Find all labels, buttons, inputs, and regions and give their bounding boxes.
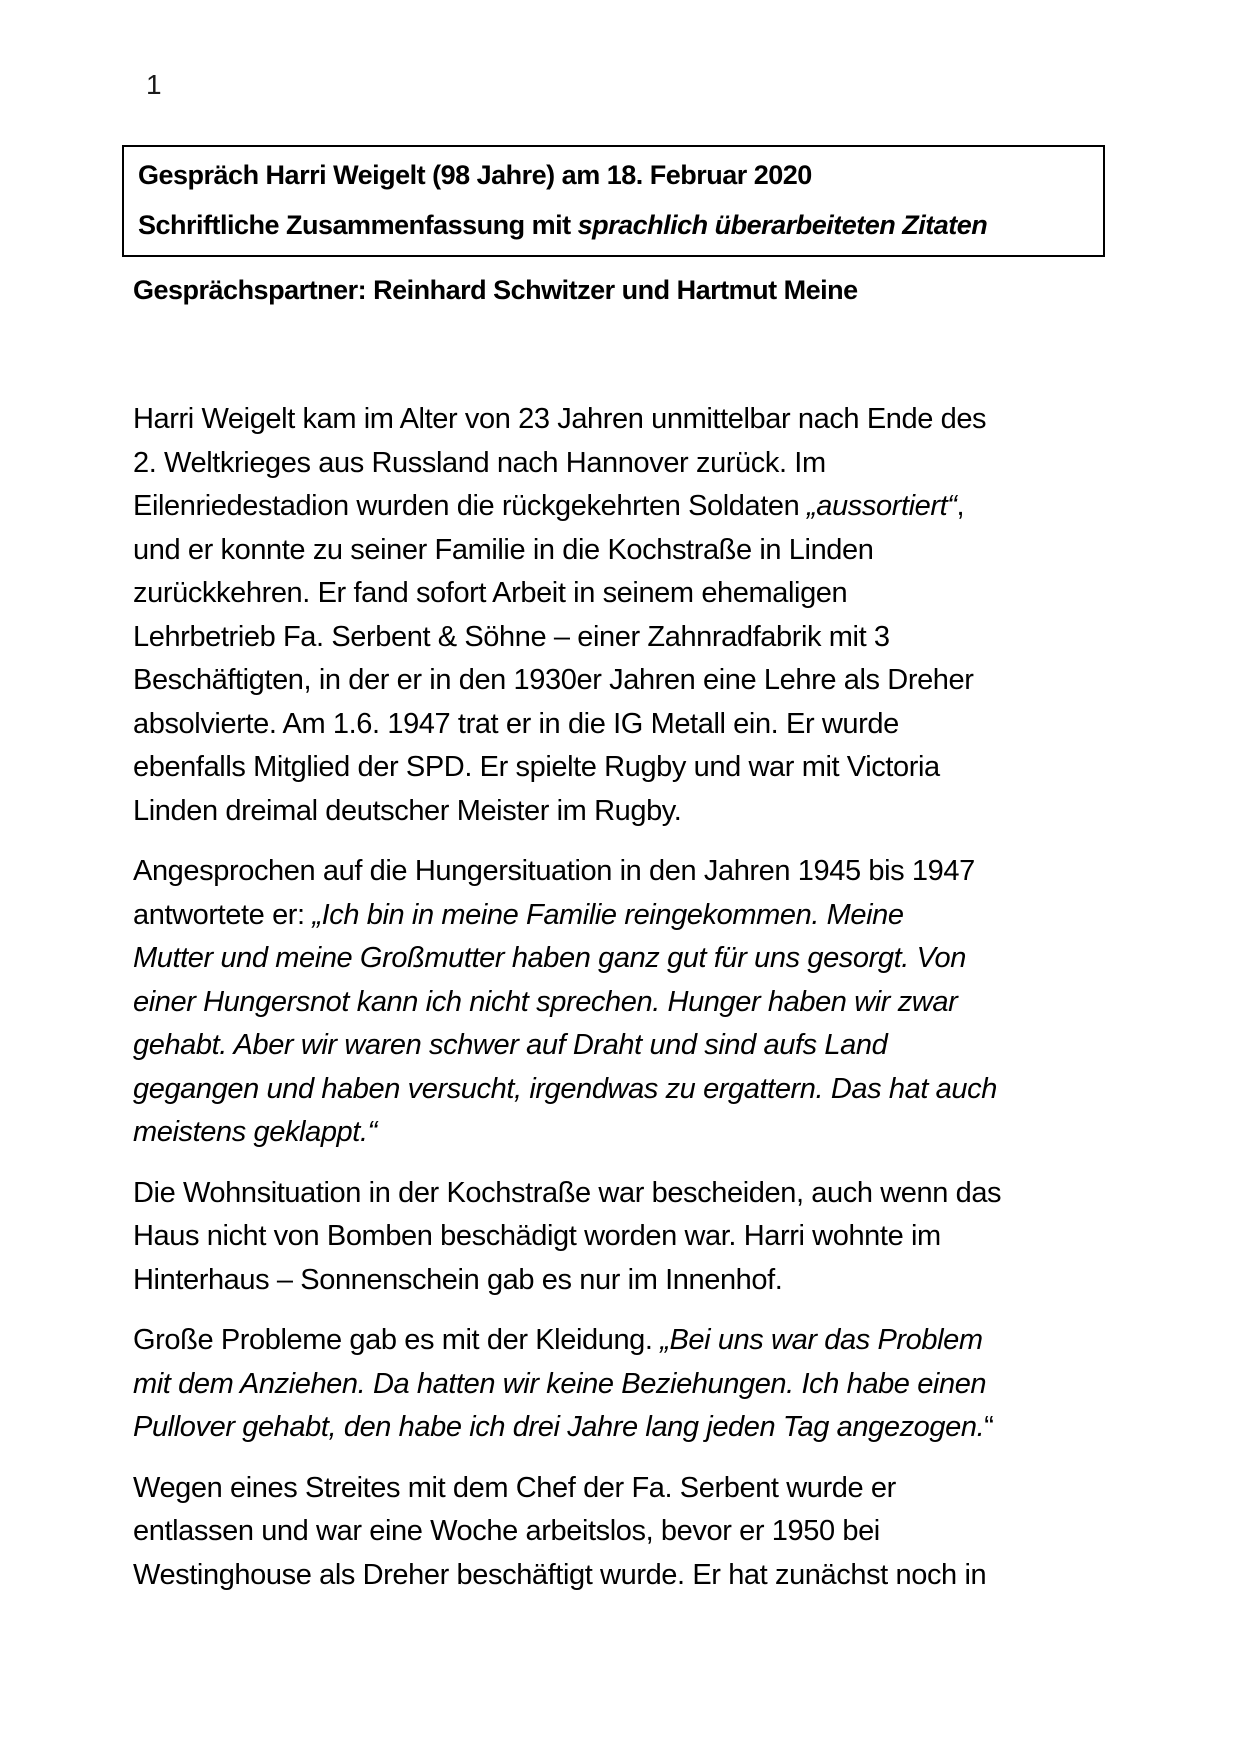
text-line: [133, 1554, 1118, 1598]
text-line: [133, 1319, 1118, 1363]
regular-text: absolvierte. Am 1.6. 1947 trat er in die IG Metall ein. Er wurde: [133, 707, 899, 740]
quote-italic-text: „Ich bin in meine Familie reingekommen. Meine: [312, 898, 904, 931]
regular-text: Beschäftigten, in der er in den 1930er Jahren eine Lehre als Dreher: [133, 664, 974, 696]
quote-italic-text: „aussortiert“: [807, 490, 957, 522]
regular-text: Eilenriedestadion wurden die rückgekehrten Soldaten: [133, 490, 808, 522]
regular-text: Harri Weigelt kam im Alter von 23 Jahren unmittelbar nach Ende des: [133, 403, 987, 435]
text-line: [133, 937, 1118, 981]
subtitle-italic-text: sprachlich überarbeiteten Zitaten: [577, 210, 988, 240]
text-line: [133, 616, 1118, 660]
text-line: [133, 529, 1118, 573]
regular-text: 2. Weltkrieges aus Russland nach Hannover zurück. Im: [133, 446, 826, 479]
text-line: [133, 1406, 1118, 1450]
paragraph: [133, 1467, 1118, 1598]
text-line: [133, 442, 1118, 486]
quote-italic-text: Pullover gehabt, den habe ich drei Jahre lang jeden Tag angezogen.: [133, 1411, 985, 1443]
regular-text: ebenfalls Mitglied der SPD. Er spielte Rugby und war mit Victoria: [133, 751, 940, 783]
text-line: [133, 1363, 1118, 1407]
regular-text: Große Probleme gab es mit der Kleidung.: [133, 1324, 661, 1356]
text-line: [133, 1510, 1118, 1554]
paragraph: [133, 1319, 1118, 1450]
regular-text: ,: [956, 490, 965, 522]
text-line: [133, 850, 1118, 894]
regular-text: antwortete er:: [133, 898, 313, 931]
regular-text: und er konnte zu seiner Familie in die Kochstraße in Linden: [133, 533, 874, 566]
title-box: [122, 145, 1105, 257]
text-line: [133, 1172, 1118, 1216]
text-line: [133, 894, 1118, 938]
body-text: [133, 398, 1118, 1614]
regular-text: Wegen eines Streites mit dem Chef der Fa. Serbent wurde er: [133, 1471, 896, 1504]
regular-text: Hinterhaus – Sonnenschein gab es nur im Innenhof.: [133, 1263, 783, 1296]
text-line: [133, 485, 1118, 529]
text-line: [133, 703, 1118, 747]
quote-italic-text: meistens geklappt.“: [133, 1116, 377, 1148]
quote-italic-text: mit dem Anziehen. Da hatten wir keine Beziehungen. Ich habe einen: [133, 1367, 987, 1400]
document-subtitle: [138, 203, 1089, 247]
quote-italic-text: einer Hungersnot kann ich nicht sprechen. Hunger haben wir zwar: [133, 985, 958, 1018]
text-line: [133, 1259, 1118, 1303]
page-number: 1: [146, 69, 162, 100]
text-line: [133, 1215, 1118, 1259]
participants-heading: Gesprächspartner: Reinhard Schwitzer und Hartmut Meine: [133, 275, 858, 305]
regular-text: Linden dreimal deutscher Meister im Rugby.: [133, 794, 682, 827]
paragraph: [133, 1172, 1118, 1303]
regular-text: Angesprochen auf die Hungersituation in den Jahren 1945 bis 1947: [133, 855, 975, 887]
quote-italic-text: Mutter und meine Großmutter haben ganz gut für uns gesorgt. Von: [133, 942, 966, 974]
regular-text: Haus nicht von Bomben beschädigt worden war. Harri wohnte im: [133, 1220, 941, 1252]
text-line: [133, 790, 1118, 834]
text-line: [133, 1024, 1118, 1068]
quote-italic-text: gehabt. Aber wir waren schwer auf Draht und sind aufs Land: [133, 1029, 888, 1061]
quote-italic-text: „Bei uns war das Problem: [660, 1324, 983, 1356]
text-line: [133, 659, 1118, 703]
document-title: Gespräch Harri Weigelt (98 Jahre) am 18. Februar 2020: [138, 160, 812, 190]
text-line: [133, 746, 1118, 790]
regular-text: Die Wohnsituation in der Kochstraße war bescheiden, auch wenn das: [133, 1176, 1002, 1209]
regular-text: Westinghouse als Dreher beschäftigt wurde. Er hat zunächst noch in: [133, 1558, 987, 1591]
text-line: [133, 1467, 1118, 1511]
text-line: [133, 1111, 1118, 1155]
text-line: [133, 572, 1118, 616]
regular-text: “: [984, 1411, 994, 1443]
text-line: [133, 981, 1118, 1025]
quote-italic-text: gegangen und haben versucht, irgendwas zu ergattern. Das hat auch: [133, 1072, 997, 1105]
paragraph: [133, 850, 1118, 1155]
regular-text: entlassen und war eine Woche arbeitslos, bevor er 1950 bei: [133, 1515, 880, 1547]
paragraph: [133, 398, 1118, 833]
regular-text: zurückkehren. Er fand sofort Arbeit in seinem ehemaligen: [133, 577, 848, 609]
text-line: [133, 1068, 1118, 1112]
regular-text: Lehrbetrieb Fa. Serbent & Söhne – einer Zahnradfabrik mit 3: [133, 620, 890, 653]
subtitle-regular-text: Schriftliche Zusammenfassung mit: [138, 210, 578, 240]
text-line: [133, 398, 1118, 442]
